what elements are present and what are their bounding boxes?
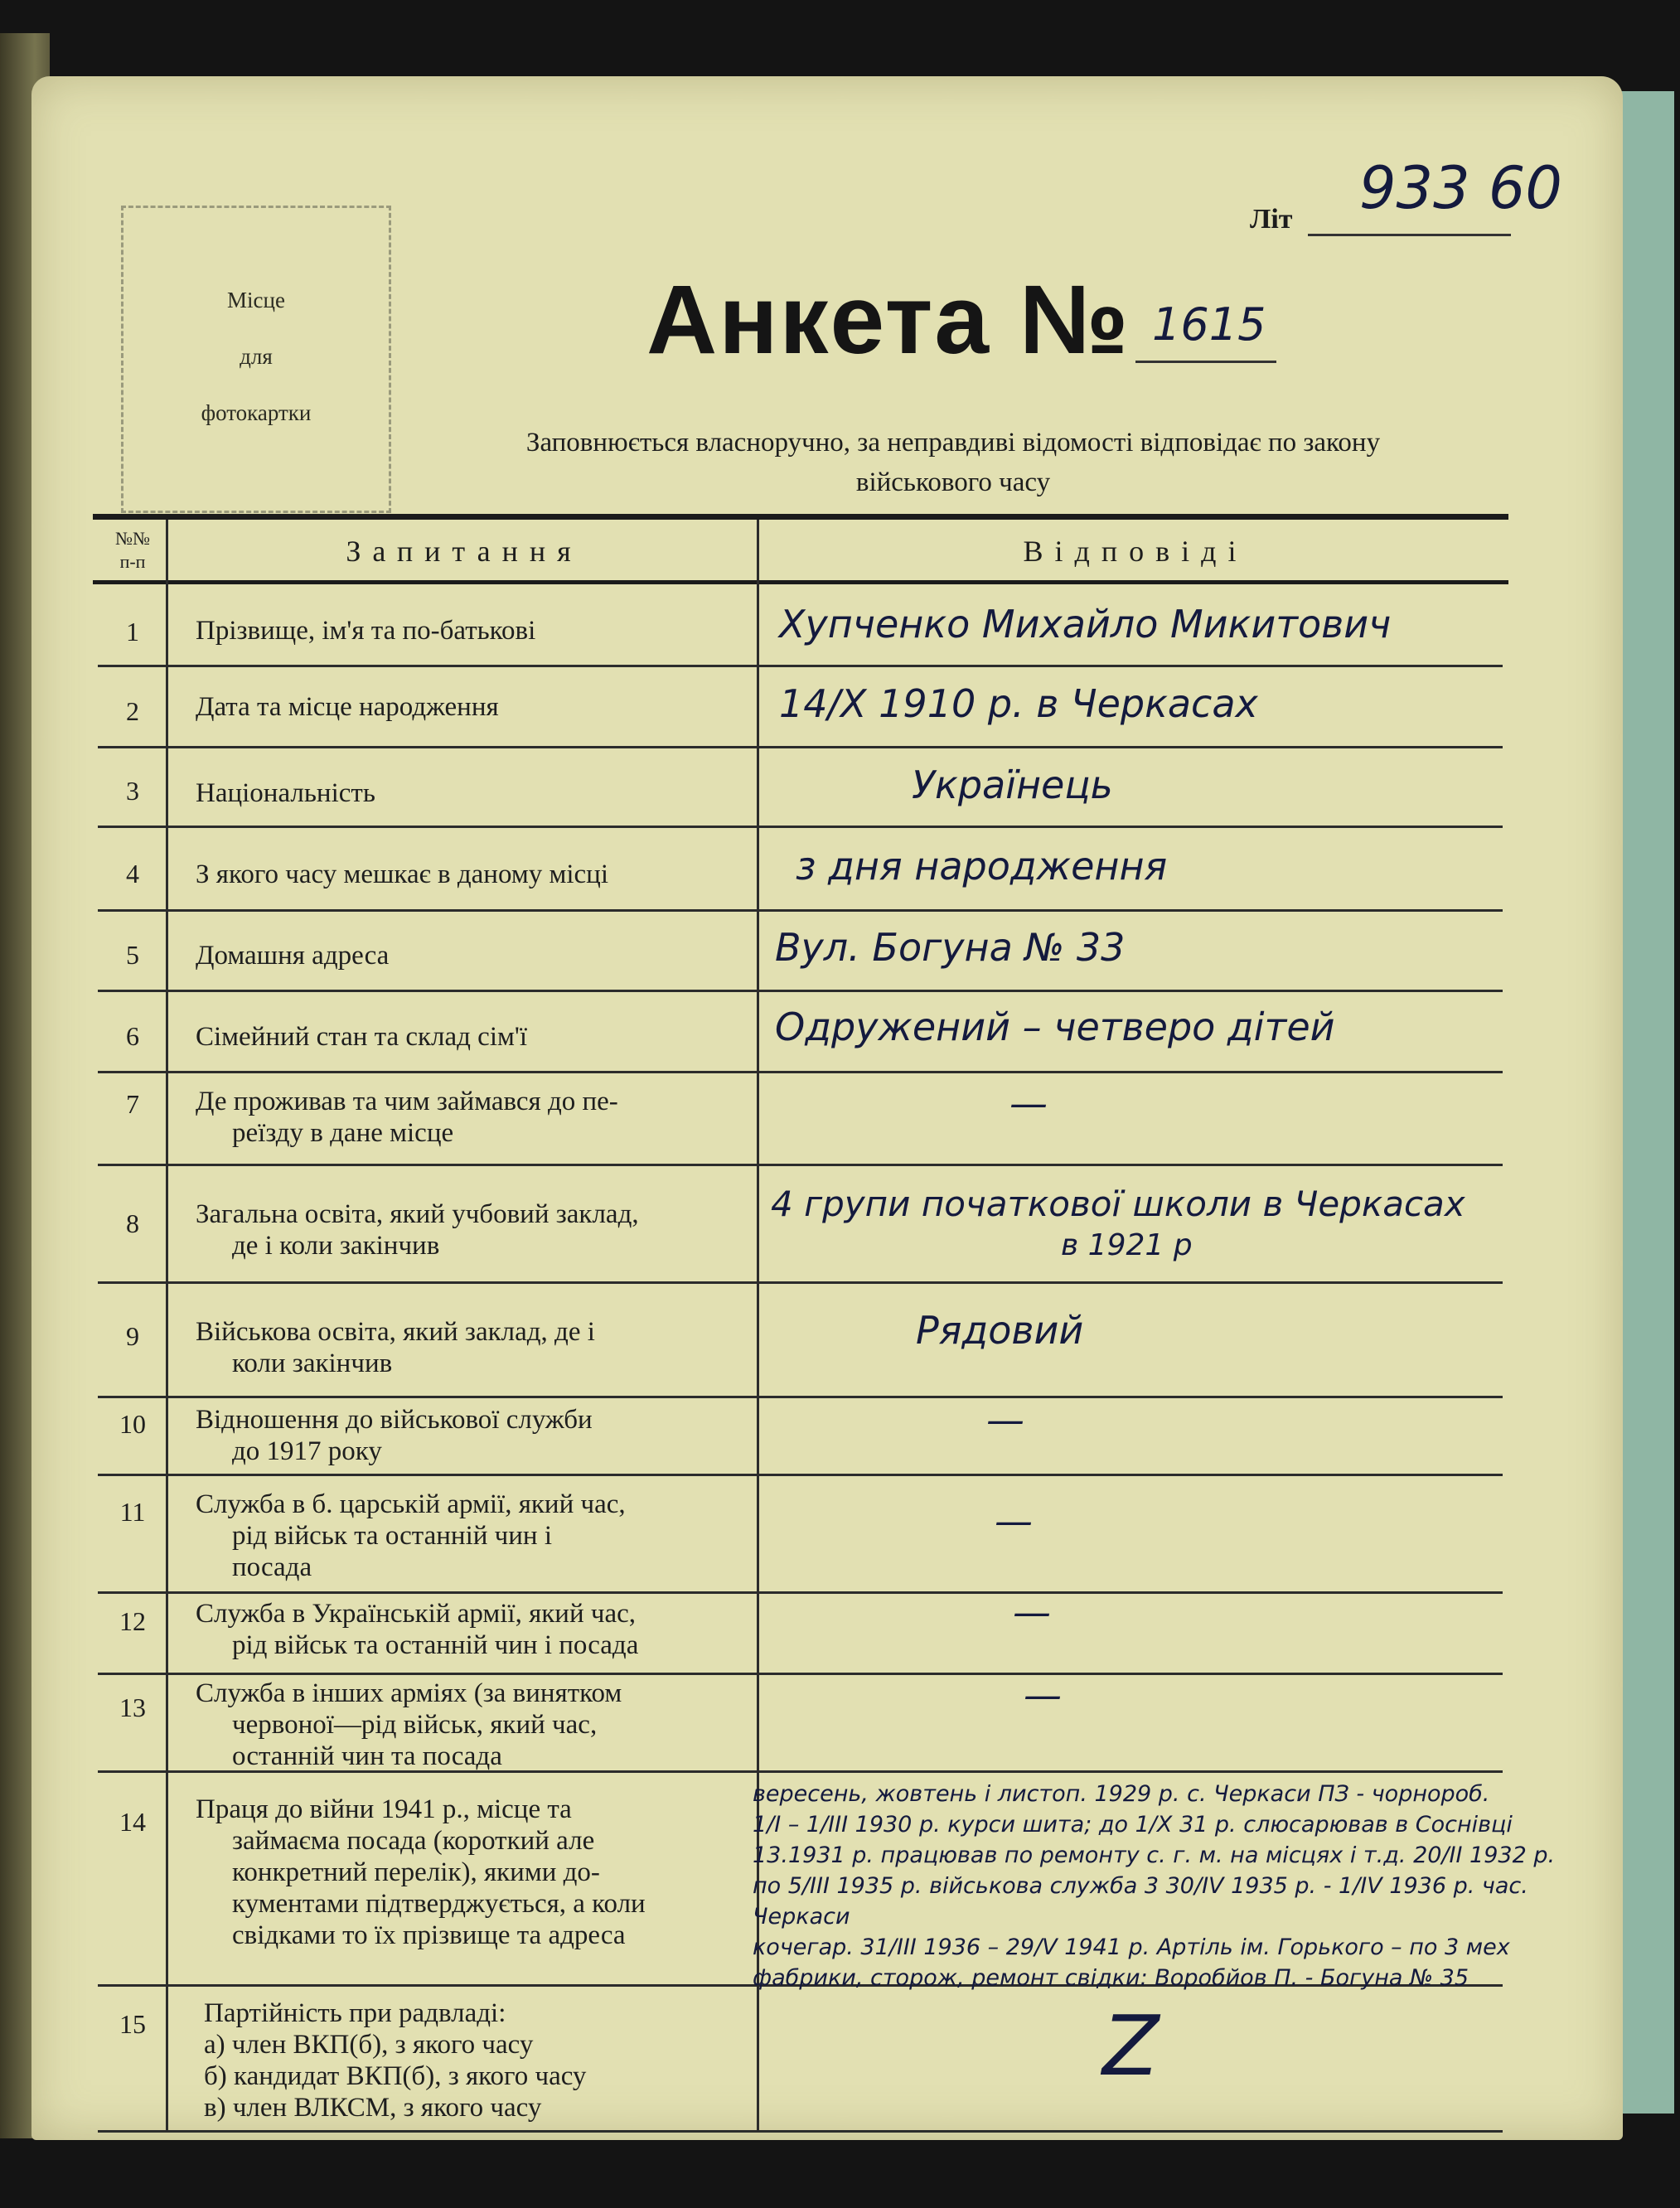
row-number: 1	[126, 617, 139, 646]
row-number: 2	[126, 696, 139, 726]
row-question	[196, 1794, 736, 1951]
question-text: Партійність при радвладі:	[204, 1998, 506, 2028]
photo-placeholder-box	[121, 206, 391, 513]
row-number: 15	[119, 2009, 146, 2039]
row-question	[204, 1997, 744, 2123]
column-header-answer: Відповіді	[1023, 535, 1248, 568]
question-text: Військова освіта, який заклад, де і	[196, 1317, 595, 1347]
question-text: Праця до війни 1941 р., місце та	[196, 1794, 572, 1824]
answer-line: вересень, жовтень і листоп. 1929 р. с. Черкаси ПЗ - чорнороб.	[753, 1781, 1490, 1807]
question-text: рід військ та останній чин і посада	[232, 1630, 639, 1660]
answer-line: кочегар. 31/III 1936 – 29/V 1941 р. Артіль ім. Горького – по 3 мех	[753, 1934, 1510, 1960]
row-question	[196, 1198, 736, 1261]
question-text: Домашня адреса	[196, 941, 390, 971]
row-question	[196, 1316, 736, 1379]
question-text: Служба в інших арміях (за винятком	[196, 1678, 622, 1708]
question-text: коли закінчив	[232, 1349, 393, 1378]
row-number: 9	[126, 1321, 139, 1351]
row-number: 3	[126, 776, 139, 806]
form-title: Анкета №	[646, 265, 1130, 375]
column-header-num	[98, 527, 167, 574]
row-answer: —	[1013, 1590, 1051, 1634]
row-answer: Рядовий	[916, 1308, 1084, 1353]
row-number: 6	[126, 1021, 139, 1051]
row-answer: Вул. Богуна № 33	[775, 925, 1126, 970]
question-text: а) член ВКП(б), з якого часу	[204, 2030, 534, 2060]
row-line	[98, 1071, 1503, 1073]
photo-box-line-3: фотокартки	[201, 400, 312, 425]
row-question	[196, 940, 736, 971]
row-answer: Українець	[912, 763, 1113, 807]
row-answer: 14/X 1910 р. в Черкасах	[779, 681, 1258, 726]
instructions-line-2: військового часу	[855, 467, 1051, 497]
row-question	[196, 615, 736, 646]
row-question	[196, 1598, 736, 1661]
row-line	[98, 1396, 1503, 1398]
row-line	[98, 826, 1503, 828]
row-line	[98, 2130, 1503, 2133]
question-text: останній чин та посада	[232, 1741, 502, 1771]
question-text: займаєма посада (короткий але	[232, 1826, 595, 1856]
row-question	[196, 1021, 736, 1053]
column-header-question: Запитання	[346, 535, 583, 568]
row-answer: —	[1009, 1081, 1048, 1126]
photo-box-line-2: для	[240, 344, 273, 369]
row-answer: з дня народження	[796, 844, 1168, 889]
row-question	[196, 1086, 736, 1149]
answer-line: 1/I – 1/III 1930 р. курси шита; до 1/X 31 р. слюсарював в Соснівці	[753, 1812, 1513, 1838]
lit-label: Літ	[1250, 204, 1293, 235]
question-text: Національність	[196, 778, 375, 808]
row-line	[98, 1673, 1503, 1675]
question-text: кументами підтверджується, а коли	[232, 1889, 646, 1919]
question-text: свідками то їх прізвище та адреса	[232, 1920, 626, 1950]
row-question	[196, 1404, 736, 1467]
question-text: Служба в б. царській армії, який час,	[196, 1489, 626, 1519]
row-answer-continued: в 1921 р	[1061, 1228, 1193, 1262]
column-header-num-line-1: №№	[115, 528, 150, 549]
row-line	[98, 1474, 1503, 1476]
row-answer: Одружений – четверо дітей	[775, 1005, 1335, 1049]
row-number: 10	[119, 1409, 146, 1439]
question-text: Де проживав та чим займався до пе-	[196, 1087, 618, 1116]
row-question	[196, 1678, 736, 1772]
row-answer-employment	[753, 1779, 1606, 1993]
question-text: посада	[232, 1552, 312, 1582]
row-number: 7	[126, 1089, 139, 1119]
row-line	[98, 1281, 1503, 1284]
row-answer: 4 групи початкової школи в Черкасах	[771, 1184, 1465, 1224]
row-number: 12	[119, 1606, 146, 1636]
question-text: конкретний перелік), якими до-	[232, 1857, 600, 1887]
row-answer: Z	[1102, 1997, 1160, 2094]
row-number: 4	[126, 859, 139, 889]
form-instructions	[414, 423, 1492, 502]
row-question	[196, 1489, 736, 1583]
question-text: З якого часу мешкає в даному місці	[196, 859, 608, 889]
form-number-underline	[1135, 361, 1276, 363]
lit-value: 933 60	[1359, 154, 1562, 222]
instructions-line-1: Заповнюється власноручно, за неправдиві відомості відповідає по закону	[525, 428, 1381, 458]
row-line	[98, 990, 1503, 992]
row-number: 11	[119, 1497, 146, 1527]
question-text: Служба в Українській армії, який час,	[196, 1599, 636, 1629]
table-header-rule	[93, 580, 1508, 584]
row-answer: —	[1024, 1673, 1062, 1717]
row-question	[196, 859, 736, 890]
question-text: реїзду в дане місце	[232, 1118, 454, 1148]
question-text: Сімейний стан та склад сім'ї	[196, 1022, 527, 1052]
lit-underline	[1308, 234, 1511, 236]
row-question	[196, 691, 736, 723]
answer-line: 13.1931 р. працював по ремонту с. г. м. на місцях і т.д. 20/II 1932 р.	[753, 1842, 1556, 1868]
answer-line: по 5/III 1935 р. військова служба 3 30/IV 1935 р. - 1/IV 1936 р. час. Черкаси	[753, 1873, 1528, 1930]
question-text: Дата та місце народження	[196, 692, 499, 722]
form-number: 1615	[1152, 298, 1266, 351]
question-text: Прізвище, ім'я та по-батькові	[196, 616, 536, 646]
question-text: Відношення до військової служби	[196, 1405, 593, 1435]
row-line	[98, 1591, 1503, 1594]
row-line	[98, 909, 1503, 912]
row-line	[98, 665, 1503, 667]
row-number: 14	[119, 1807, 146, 1837]
question-text: в) член ВЛКСМ, з якого часу	[204, 2093, 542, 2123]
question-text: Загальна освіта, який учбовий заклад,	[196, 1199, 639, 1229]
question-text: б) кандидат ВКП(б), з якого часу	[204, 2061, 587, 2091]
row-number: 13	[119, 1692, 146, 1722]
row-number: 8	[126, 1208, 139, 1238]
photo-box-line-1: Місце	[227, 288, 285, 312]
question-text: червоної—рід військ, який час,	[232, 1710, 598, 1740]
column-header-num-line-2: п-п	[119, 551, 146, 572]
row-line	[98, 746, 1503, 748]
row-question	[196, 777, 736, 809]
question-text: рід військ та останній чин і	[232, 1521, 552, 1551]
question-text: де і коли закінчив	[232, 1231, 440, 1261]
row-answer: Хупченко Михайло Микитович	[779, 602, 1392, 646]
table-top-rule	[93, 514, 1508, 520]
row-number: 5	[126, 940, 139, 970]
answer-line: фабрики, сторож, ремонт свідки: Воробйов П. - Богуна № 35	[753, 1965, 1469, 1991]
question-text: до 1917 року	[232, 1436, 382, 1466]
row-answer: —	[986, 1397, 1024, 1442]
row-line	[98, 1164, 1503, 1166]
row-answer: —	[995, 1499, 1033, 1543]
